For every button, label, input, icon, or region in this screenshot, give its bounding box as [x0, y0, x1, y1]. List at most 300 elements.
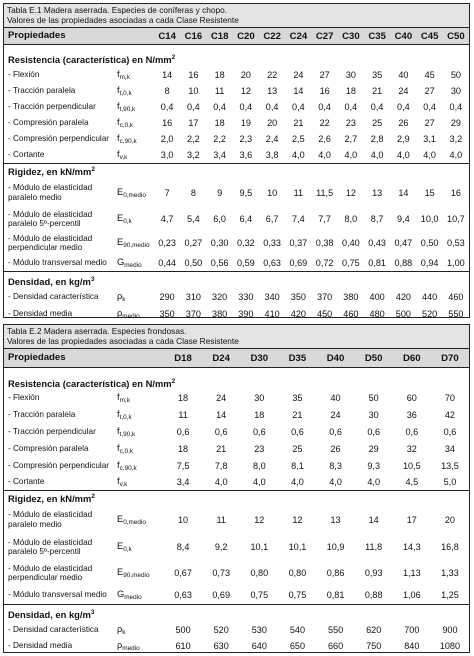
value-cell: 10,1: [250, 542, 269, 552]
symbol-subscript: m,k: [119, 397, 130, 404]
symbol-subscript: m,k: [119, 73, 130, 81]
value-cell: 450: [317, 308, 333, 319]
property-label: - Compresión perpendicular: [8, 460, 110, 470]
symbol-base: E: [117, 186, 124, 197]
value-cell: 290: [159, 291, 175, 302]
symbol-base: f: [117, 408, 120, 419]
value-cell: 21: [216, 443, 227, 454]
value-cell: 4,0: [449, 150, 463, 160]
row-values: [154, 102, 469, 112]
value-cell: 27: [319, 69, 330, 80]
property-label: - Densidad media: [8, 641, 73, 651]
value-cell: 4,0: [318, 150, 331, 160]
value-cell: 27: [424, 86, 435, 96]
table-row: [4, 99, 469, 115]
class-header: D50: [364, 352, 383, 364]
section-0: [4, 45, 469, 164]
value-cell: 17: [406, 514, 417, 525]
property-label: - Módulo de elasticidad paralelo 5º-percentil: [8, 537, 93, 556]
table-row: [4, 305, 469, 322]
symbol-subscript: t,90,k: [119, 430, 136, 438]
property-symbol: [114, 101, 154, 113]
value-cell: 40: [398, 69, 409, 80]
symbol-base: f: [117, 425, 120, 436]
section-title-label: Resistencia (característica) en N/mm: [8, 378, 172, 390]
table-row: [4, 178, 469, 207]
property-label: - Módulo de elasticidad perpendicular medio: [8, 563, 93, 582]
value-cell: 4,5: [405, 477, 419, 487]
row-values: [154, 309, 469, 319]
class-header: C20: [237, 30, 255, 42]
table-row: [4, 406, 469, 423]
row-values: [154, 150, 469, 160]
value-cell: 3,2: [187, 150, 200, 160]
value-cell: 10: [178, 514, 189, 525]
class-header: D35: [288, 352, 307, 364]
value-cell: 700: [404, 624, 420, 635]
value-cell: 550: [448, 308, 464, 319]
row-values: [164, 641, 469, 651]
table-e2: [3, 324, 470, 653]
class-header: D40: [326, 352, 345, 364]
symbol-subscript: c,90,k: [119, 464, 137, 472]
property-label: - Módulo transversal medio: [8, 258, 107, 268]
value-cell: 14: [162, 69, 173, 80]
value-cell: 8,4: [176, 542, 190, 552]
symbol-subscript: medio: [124, 262, 142, 269]
value-cell: 0,6: [405, 426, 419, 437]
value-cell: 17: [188, 118, 199, 128]
value-cell: 840: [404, 641, 420, 651]
value-cell: 530: [251, 624, 267, 635]
value-cell: 12: [254, 514, 265, 525]
value-cell: 30: [254, 393, 265, 403]
symbol-base: f: [117, 392, 120, 402]
section-title-text: [8, 275, 94, 288]
value-cell: 1,33: [441, 568, 459, 578]
value-cell: 29: [450, 118, 461, 128]
value-cell: 0,69: [289, 258, 308, 268]
value-cell: 18: [214, 69, 225, 80]
symbol-base: ρ: [117, 307, 123, 318]
value-cell: 2,0: [160, 134, 174, 144]
value-cell: 29: [368, 443, 379, 454]
value-cell: 13: [372, 187, 383, 198]
value-cell: 1,06: [402, 590, 421, 600]
section-title-exponent: 3: [90, 609, 95, 617]
value-cell: 3,4: [176, 477, 190, 487]
property-symbol: [114, 237, 154, 249]
value-cell: 0,6: [367, 426, 381, 437]
value-cell: 60: [406, 393, 417, 403]
value-cell: 0,88: [394, 258, 413, 268]
value-cell: 10,0: [420, 214, 439, 224]
table-row: [4, 115, 469, 131]
table-row: [4, 638, 469, 654]
section-title-label: Rigidez, en kN/mm: [8, 166, 92, 178]
symbol-base: E: [117, 213, 124, 223]
class-header: C40: [394, 30, 413, 42]
caption-line: Tabla E.2 Madera aserrada. Especies frondosas.: [7, 326, 187, 336]
value-cell: 0,86: [326, 568, 345, 578]
value-cell: 11: [293, 187, 304, 198]
symbol-subscript: v,k: [119, 154, 128, 161]
value-cell: 0,81: [368, 258, 386, 268]
row-values: [154, 70, 469, 80]
value-cell: 380: [212, 308, 228, 319]
class-header: C27: [315, 30, 334, 42]
value-cell: 3,2: [449, 134, 463, 144]
value-cell: 14: [368, 514, 379, 525]
value-cell: 610: [175, 641, 191, 651]
value-cell: 0,50: [184, 258, 203, 268]
value-cell: 520: [213, 624, 229, 635]
section-title-text: [8, 608, 94, 621]
table-row: [4, 621, 469, 638]
value-cell: 0,4: [344, 102, 358, 112]
property-symbol: [114, 85, 154, 97]
value-cell: 30: [345, 69, 356, 80]
value-cell: 0,6: [214, 426, 228, 437]
value-cell: 370: [317, 291, 333, 302]
value-cell: 35: [292, 393, 303, 403]
symbol-subscript: t,0,k: [119, 90, 132, 97]
property-label: - Flexión: [8, 69, 40, 79]
value-cell: 0,63: [263, 258, 281, 268]
value-cell: 9,2: [214, 542, 228, 552]
value-cell: 9,4: [397, 214, 410, 224]
value-cell: 0,32: [237, 238, 255, 248]
value-cell: 0,56: [210, 258, 229, 268]
value-cell: 7,5: [176, 460, 190, 471]
value-cell: 6,4: [239, 214, 253, 224]
section-title-text: [8, 53, 175, 66]
property-symbol: [114, 308, 154, 320]
value-cell: 630: [213, 641, 229, 651]
class-header: C16: [184, 30, 203, 42]
symbol-subscript: 90,medio: [123, 572, 150, 579]
value-cell: 0,80: [250, 568, 269, 578]
value-cell: 7,4: [292, 214, 305, 224]
value-cell: 21: [292, 409, 303, 420]
value-cell: 0,30: [210, 238, 229, 248]
value-cell: 320: [212, 291, 228, 302]
property-symbol: [114, 460, 164, 472]
value-cell: 0,4: [187, 102, 200, 112]
section-0: [4, 368, 469, 491]
value-cell: 7,7: [318, 214, 331, 224]
value-cell: 10,1: [288, 542, 307, 552]
value-cell: 500: [175, 624, 191, 635]
symbol-base: f: [117, 101, 120, 111]
value-cell: 3,1: [423, 134, 436, 144]
value-cell: 2,3: [239, 134, 253, 144]
value-cell: 1080: [439, 641, 461, 651]
table1-caption: [4, 4, 469, 28]
value-cell: 0,4: [449, 102, 463, 112]
table-row: [4, 474, 469, 490]
symbol-base: ρ: [117, 290, 123, 301]
symbol-base: ρ: [117, 623, 123, 634]
value-cell: 12: [292, 514, 303, 525]
table-e1: [3, 3, 470, 318]
class-header: C22: [263, 30, 281, 42]
value-cell: 0,6: [176, 426, 190, 437]
header-classes: [154, 31, 469, 42]
value-cell: 620: [366, 624, 382, 635]
value-cell: 30: [450, 86, 461, 96]
value-cell: 15: [424, 187, 435, 198]
value-cell: 0,47: [394, 238, 413, 248]
value-cell: 13: [330, 514, 341, 525]
property-label: - Compresión perpendicular: [8, 134, 110, 144]
value-cell: 750: [366, 641, 382, 651]
value-cell: 3,0: [160, 150, 174, 160]
symbol-subscript: medio: [122, 645, 140, 652]
property-label: - Módulo de elasticidad paralelo 5º-percentil: [8, 209, 93, 228]
symbol-subscript: 0,medio: [123, 191, 146, 199]
symbol-subscript: 90,medio: [123, 242, 150, 249]
property-symbol: [114, 409, 164, 421]
value-cell: 6,7: [265, 214, 279, 224]
row-values: [164, 568, 469, 578]
value-cell: 4,0: [397, 150, 410, 160]
value-cell: 390: [238, 308, 254, 319]
property-label: - Tracción perpendicular: [8, 102, 96, 112]
value-cell: 0,37: [289, 238, 308, 248]
property-symbol: [114, 291, 154, 303]
table-row: [4, 147, 469, 163]
table-row: [4, 390, 469, 406]
value-cell: 2,4: [265, 134, 279, 144]
table-row: [4, 207, 469, 231]
symbol-subscript: medio: [122, 312, 140, 320]
section-title-exponent: 2: [91, 493, 95, 501]
value-cell: 4,0: [292, 150, 305, 160]
section-title: [4, 45, 469, 66]
value-cell: 0,80: [288, 568, 307, 578]
property-label: - Compresión paralela: [8, 443, 89, 453]
symbol-base: f: [117, 459, 120, 470]
symbol-subscript: c,90,k: [119, 138, 137, 145]
header-row: [4, 349, 469, 368]
section-title: [4, 491, 469, 505]
value-cell: 0,69: [212, 590, 231, 600]
value-cell: 500: [395, 308, 411, 319]
value-cell: 16: [188, 69, 199, 80]
property-label: - Cortante: [8, 150, 45, 160]
symbol-base: f: [117, 85, 120, 95]
property-label: - Módulo de elasticidad perpendicular medio: [8, 233, 93, 252]
value-cell: 520: [422, 308, 438, 319]
value-cell: 22: [267, 69, 278, 80]
table-row: [4, 131, 469, 147]
property-symbol: [114, 149, 154, 161]
value-cell: 70: [444, 393, 455, 403]
table-row: [4, 440, 469, 457]
value-cell: 8: [190, 187, 196, 198]
section-title-label: Densidad, en kg/m: [8, 609, 91, 621]
table-row: [4, 288, 469, 305]
value-cell: 26: [330, 443, 341, 454]
property-symbol: [114, 514, 164, 526]
section-2: [4, 605, 469, 654]
value-cell: 550: [327, 624, 344, 635]
value-cell: 3,4: [213, 150, 226, 160]
property-label: - Densidad característica: [8, 624, 99, 634]
value-cell: 24: [293, 69, 304, 80]
value-cell: 10: [267, 187, 278, 198]
value-cell: 0,75: [250, 590, 269, 600]
value-cell: 42: [444, 409, 455, 420]
value-cell: 24: [330, 409, 341, 420]
value-cell: 420: [395, 291, 411, 302]
property-symbol: [114, 443, 164, 455]
value-cell: 20: [240, 69, 251, 80]
value-cell: 0,4: [292, 102, 305, 112]
value-cell: 18: [178, 443, 189, 454]
value-cell: 4,0: [370, 150, 384, 160]
value-cell: 20: [444, 514, 455, 525]
value-cell: 16: [319, 86, 330, 96]
table-row: [4, 83, 469, 99]
value-cell: 660: [327, 641, 344, 651]
value-cell: 0,6: [291, 426, 304, 437]
value-cell: 0,6: [329, 426, 342, 437]
value-cell: 0,53: [447, 238, 465, 248]
value-cell: 3,6: [239, 150, 253, 160]
value-cell: 18: [178, 393, 189, 403]
property-label: - Módulo de elasticidad paralelo medio: [8, 183, 93, 202]
property-label: - Tracción paralela: [8, 409, 76, 419]
class-header: D30: [250, 352, 269, 364]
value-cell: 9,5: [239, 187, 253, 198]
symbol-subscript: 0,medio: [123, 518, 146, 526]
value-cell: 25: [372, 118, 383, 128]
section-title-text: [8, 492, 95, 505]
value-cell: 50: [450, 69, 461, 80]
symbol-subscript: c,0,k: [119, 447, 134, 455]
section-1: [4, 164, 469, 272]
class-header: C18: [210, 30, 229, 42]
row-values: [164, 444, 469, 454]
table-row: [4, 255, 469, 271]
value-cell: 0,94: [420, 258, 439, 268]
property-symbol: [114, 640, 164, 652]
section-title: [4, 368, 469, 390]
property-label: - Módulo de elasticidad paralelo medio: [8, 510, 93, 529]
value-cell: 32: [406, 443, 417, 454]
value-cell: 50: [368, 393, 379, 403]
value-cell: 2,8: [370, 134, 384, 144]
row-values: [154, 238, 469, 248]
value-cell: 20: [267, 118, 278, 128]
value-cell: 34: [444, 443, 455, 454]
value-cell: 26: [398, 118, 409, 128]
value-cell: 640: [251, 641, 267, 651]
value-cell: 0,59: [237, 258, 255, 268]
value-cell: 7: [164, 187, 170, 198]
section-2: [4, 272, 469, 322]
table-row: [4, 586, 469, 604]
value-cell: 11: [216, 514, 226, 525]
row-values: [154, 214, 469, 224]
row-values: [164, 477, 469, 487]
section-title-label: Densidad, en kg/m: [8, 276, 91, 288]
value-cell: 16,8: [441, 542, 459, 552]
value-cell: 4,0: [423, 150, 436, 160]
row-values: [164, 410, 469, 420]
property-label: - Tracción paralela: [8, 86, 76, 96]
value-cell: 13: [267, 86, 278, 96]
property-symbol: [114, 213, 154, 225]
property-label: - Cortante: [8, 477, 45, 487]
symbol-subscript: k: [122, 295, 126, 303]
class-header: D18: [174, 352, 192, 364]
value-cell: 2,2: [187, 134, 200, 144]
property-symbol: [114, 426, 164, 438]
value-cell: 330: [238, 291, 254, 302]
symbol-base: f: [117, 68, 120, 79]
value-cell: 0,4: [213, 102, 226, 112]
class-header: C30: [342, 30, 360, 42]
value-cell: 5,0: [443, 477, 457, 487]
value-cell: 9,3: [367, 460, 381, 471]
symbol-base: G: [117, 589, 125, 599]
property-symbol: [114, 476, 164, 488]
value-cell: 8,3: [329, 460, 342, 471]
caption-line: Valores de las propiedades asociadas a cada Clase Resistente: [7, 336, 239, 346]
value-cell: 12: [345, 187, 356, 198]
property-label: - Densidad característica: [8, 291, 99, 301]
value-cell: 22: [319, 118, 330, 128]
value-cell: 27: [424, 118, 435, 128]
row-values: [164, 461, 469, 471]
value-cell: 4,0: [252, 477, 266, 487]
value-cell: 14,3: [402, 542, 421, 552]
value-cell: 410: [264, 308, 280, 319]
table-row: [4, 423, 469, 440]
value-cell: 10,9: [326, 542, 345, 552]
symbol-subscript: 0,k: [123, 546, 132, 553]
value-cell: 460: [448, 291, 464, 302]
value-cell: 310: [185, 291, 201, 302]
value-cell: 10,7: [447, 214, 465, 224]
symbol-base: f: [117, 476, 120, 486]
value-cell: 23: [254, 443, 265, 454]
value-cell: 40: [330, 393, 341, 403]
symbol-subscript: medio: [124, 594, 142, 601]
value-cell: 0,88: [364, 590, 383, 600]
property-label: - Densidad media: [8, 308, 73, 318]
value-cell: 6,0: [213, 214, 226, 224]
value-cell: 0,44: [158, 258, 176, 268]
value-cell: 11,5: [316, 187, 334, 198]
value-cell: 460: [343, 308, 359, 319]
section-title: [4, 605, 469, 621]
value-cell: 25: [292, 443, 303, 454]
value-cell: 10,5: [402, 460, 421, 471]
section-title: [4, 164, 469, 178]
table2-caption: [4, 325, 469, 349]
value-cell: 0,73: [212, 568, 231, 578]
value-cell: 0,93: [364, 568, 383, 578]
section-title-exponent: 3: [90, 276, 95, 284]
table-row: [4, 534, 469, 560]
value-cell: 4,0: [344, 150, 358, 160]
caption-line: Valores de las propiedades asociadas a cada Clase Resistente: [7, 15, 239, 25]
property-label: - Tracción perpendicular: [8, 426, 96, 436]
